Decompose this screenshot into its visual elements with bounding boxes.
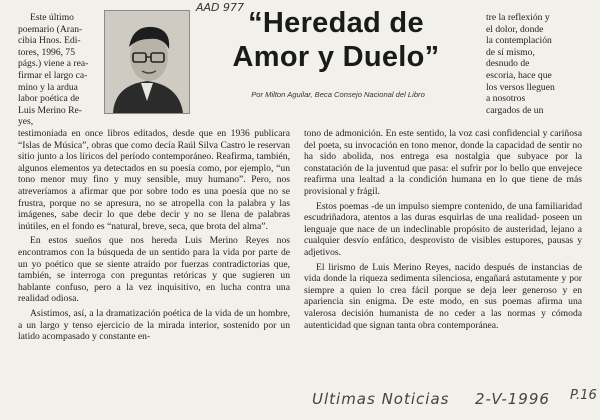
source-name: Ultimas Noticias xyxy=(312,390,450,408)
article-title xyxy=(196,6,476,74)
right-line: a nosotros xyxy=(486,93,526,105)
left-paragraph-3: Asistimos, así, a la dramatización poética de la vida de un hombre, a un largo y tenso ejercicio de la mirada interior, sostenido por un latido acompasado y constante en- xyxy=(18,307,290,343)
title-line-1: “Heredad de xyxy=(248,7,424,39)
right-column xyxy=(304,128,582,331)
left-intro-lines xyxy=(18,12,100,128)
left-paragraph-2: En estos sueños que nos hereda Luis Merino Reyes nos encontramos con la búsqueda de un sentido para la vida por parte de un yo poético que se siente atraído por fuerzas contradictorias que, también, se interroga con preguntas retóricas y que sugieren un hablante confuso, pero a la vez inquisitivo, en lucha contra una realidad odiosa. xyxy=(18,235,290,305)
intro-line: firmar el largo ca- xyxy=(18,69,88,81)
page-number-note: P.16 xyxy=(570,388,597,403)
handwritten-source-note xyxy=(312,390,592,414)
author-photo xyxy=(104,10,190,114)
intro-line: Luis Merino Re- xyxy=(18,104,82,116)
title-line-2: Amor y Duelo” xyxy=(232,41,440,73)
right-line: escoria, hace que xyxy=(486,69,552,81)
intro-line: cibia Hnos. Edi- xyxy=(18,35,81,47)
intro-line: poemario (Aran- xyxy=(18,23,83,35)
right-intro xyxy=(486,12,582,116)
right-line: la contemplación xyxy=(486,35,552,47)
left-intro xyxy=(18,12,100,128)
right-line: tre la reflexión y xyxy=(486,12,550,23)
right-line: los versos lleguen xyxy=(486,81,555,93)
intro-line: labor poética de xyxy=(18,93,80,105)
right-paragraph-2: Estos poemas -de un impulso siempre contenido, de una familiaridad escudriñadora, atentos a las duras esquirlas de una realidad- poseen un lenguaje que nace de un indeclinable propósito de austeridad, lejano a cualquier desvío enfático, desprovisto de visibles estupores, pausas y adjetivos. xyxy=(304,200,582,258)
intro-line: Este último xyxy=(30,12,74,23)
left-column xyxy=(18,128,290,343)
intro-line: págs.) viene a rea- xyxy=(18,58,89,70)
source-date: 2-V-1996 xyxy=(475,390,550,408)
right-line: desnudo de xyxy=(486,58,530,70)
right-line: cargados de un xyxy=(486,104,544,116)
right-line: de sí mismo, xyxy=(486,46,535,58)
left-paragraph-1: testimoniada en once libros editados, desde que en 1936 publicara “Islas de Música”, obras que como decía Raúl Silva Castro le reservan sitio junto a los líricos del período contemporáneo. Reafirma, también, algunos elementos ya detectados en su poesía como, por ejemplo, “un tono menor muy fino y muy sensible, muy humano”. Pero, nos atreveríamos a afirmar que por sobre todo es una poesía que no se frustra, porque no se apresura, no se atropella con la palabra y las imágenes, sabe decir lo que debe decir y no se llena de palabras inútiles, en el fondo es “natural, breve, seca, que brota del alma”. xyxy=(18,128,290,232)
handwritten-code: AAD 977 xyxy=(196,1,245,14)
intro-line: tores, 1996, 75 xyxy=(18,46,76,58)
right-line: el dolor, donde xyxy=(486,23,544,35)
intro-line: mino y la ardua xyxy=(18,81,78,93)
intro-line: yes, xyxy=(18,116,34,128)
byline: Por Milton Aguilar, Beca Consejo Nacional del Libro xyxy=(251,90,425,99)
portrait-image xyxy=(105,11,189,113)
right-paragraph-3: El lirismo de Luis Merino Reyes, nacido después de instancias de vida donde la riqueza sedimenta silenciosa, engañará astutamente y por siempre a quien lo crea fácil porque se deja leer generoso y en apariencia sin enigma. De este modo, en sus poemas afirma una valerosa decisión humanista de no ceder a las normas y cómoda autenticidad que signan tanta obra contemporánea. xyxy=(304,261,582,331)
right-paragraph-1: tono de admonición. En este sentido, la voz casi confidencial y cariñosa del poeta, su invocación en tono menor, donde la capacidad de sentir no ha sido abolida, nos entrega esa nostalgia que subyace por la constatación de la juventud que pasa: el sufrir por lo bello que envejece reafirma una lealtad a la condición humana en lo que tiene de más provisional y frágil. xyxy=(304,128,582,197)
